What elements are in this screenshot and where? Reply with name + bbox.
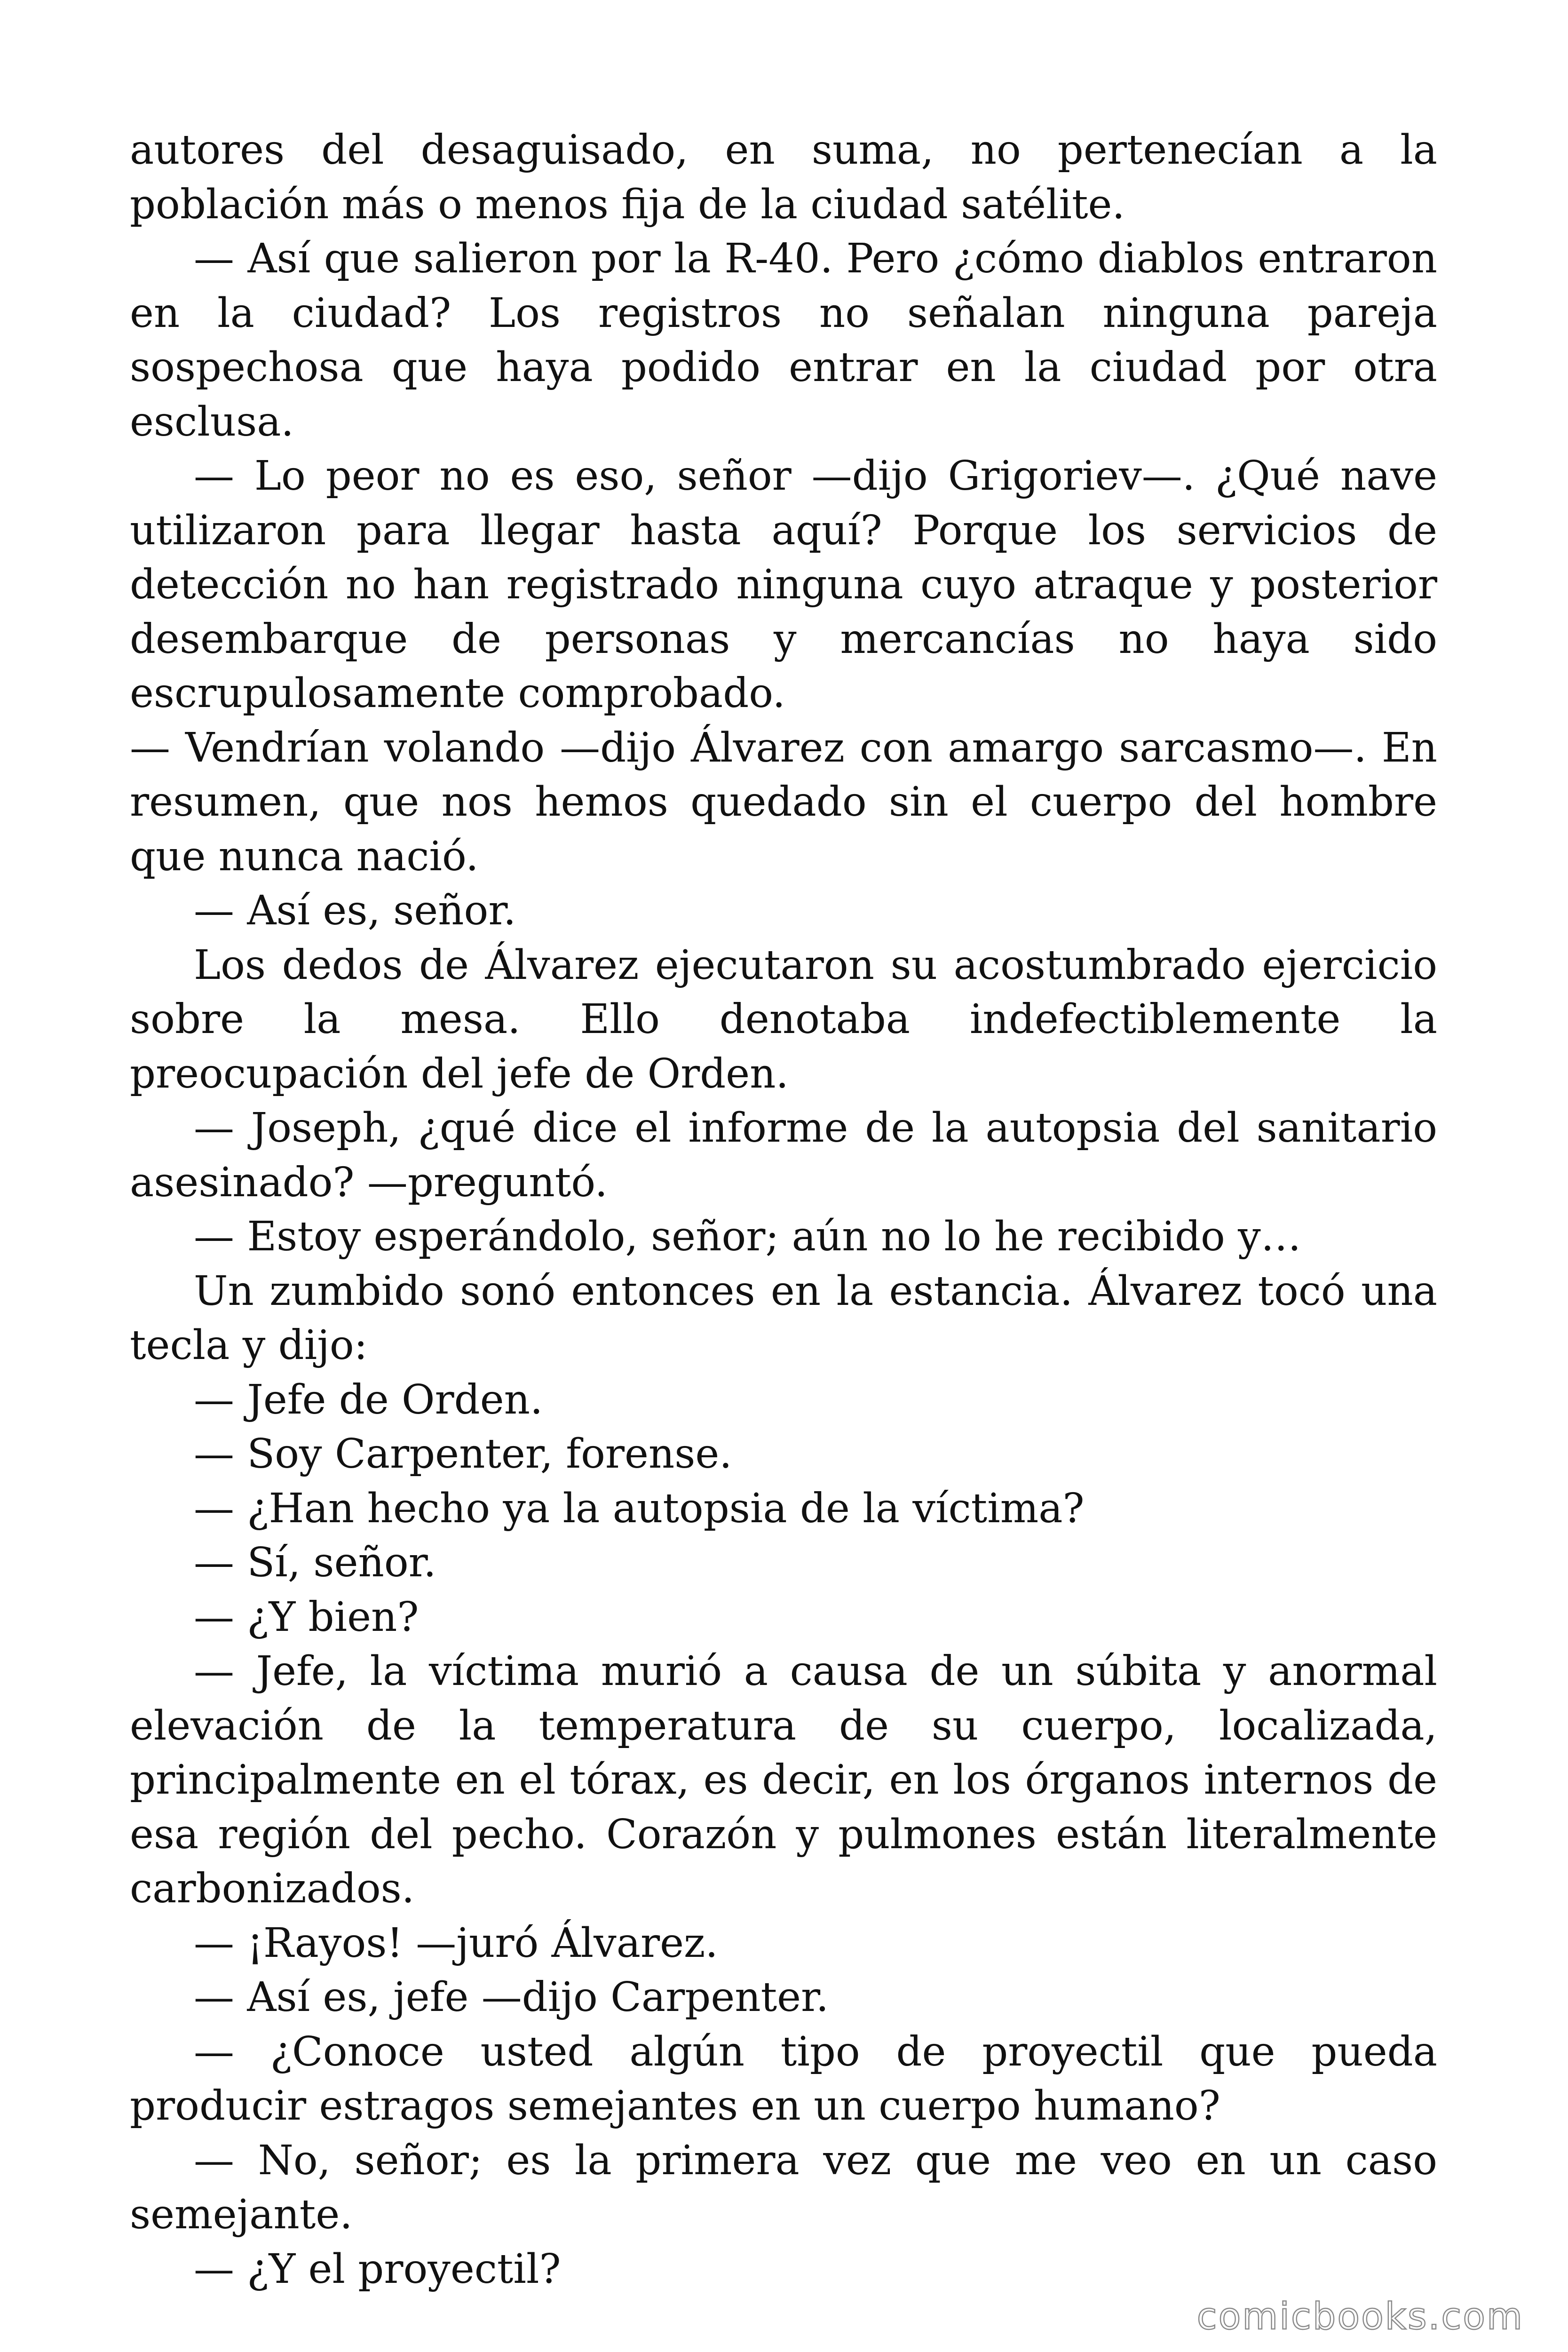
paragraph: — Jefe, la víctima murió a causa de un súbita y anormal elevación de la temperatura de su cuerpo, localizada, principalmente en el tórax, es decir, en los órganos internos de esa región del pecho. Corazón y pulmones están literalmente carbonizados. — [130, 1648, 1437, 1912]
paragraph: — ¿Y el proyectil? — [194, 2245, 561, 2293]
paragraph: autores del desaguisado, en suma, no pertenecían a la población más o menos fija de la ciudad satélite. — [130, 127, 1437, 228]
paragraph: Un zumbido sonó entonces en la estancia. Álvarez tocó una tecla y dijo: — [130, 1267, 1437, 1369]
paragraph: — ¡Rayos! —juró Álvarez. — [194, 1919, 718, 1967]
paragraph: — Estoy esperándolo, señor; aún no lo he recibido y… — [194, 1213, 1301, 1260]
paragraph: — Joseph, ¿qué dice el informe de la autopsia del sanitario asesinado? —preguntó. — [130, 1104, 1437, 1206]
paragraph: — Lo peor no es eso, señor —dijo Grigoriev—. ¿Qué nave utilizaron para llegar hasta aquí? Porque los servicios de detección no han registrado ninguna cuyo atraque y posterior desembarque de personas y mercancías no haya sido escrupulosamente comprobado. — [130, 453, 1437, 717]
paragraph: Los dedos de Álvarez ejecutaron su acostumbrado ejercicio sobre la mesa. Ello denotaba indefectiblemente la preocupación del jefe de Orden. — [130, 941, 1437, 1097]
paragraph: — ¿Conoce usted algún tipo de proyectil que pueda producir estragos semejantes en un cuerpo humano? — [130, 2028, 1437, 2130]
body-text — [130, 123, 1437, 2296]
paragraph: — ¿Han hecho ya la autopsia de la víctima? — [194, 1485, 1085, 1532]
paragraph: — Así es, jefe —dijo Carpenter. — [194, 1974, 829, 2021]
paragraph: — Así que salieron por la R-40. Pero ¿cómo diablos entraron en la ciudad? Los registros no señalan ninguna pareja sospechosa que haya podido entrar en la ciudad por otra esclusa. — [130, 235, 1437, 445]
paragraph: — No, señor; es la primera vez que me veo en un caso semejante. — [130, 2137, 1437, 2238]
paragraph: — Soy Carpenter, forense. — [194, 1430, 732, 1478]
watermark-logo: comicbooks.com — [1196, 2296, 1524, 2338]
paragraph: — Jefe de Orden. — [194, 1376, 543, 1423]
paragraph: — Vendrían volando —dijo Álvarez con amargo sarcasmo—. En resumen, que nos hemos quedado sin el cuerpo del hombre que nunca nació. — [130, 724, 1437, 880]
paragraph: — Sí, señor. — [194, 1539, 436, 1586]
paragraph: — Así es, señor. — [194, 887, 516, 934]
paragraph: — ¿Y bien? — [194, 1593, 419, 1641]
